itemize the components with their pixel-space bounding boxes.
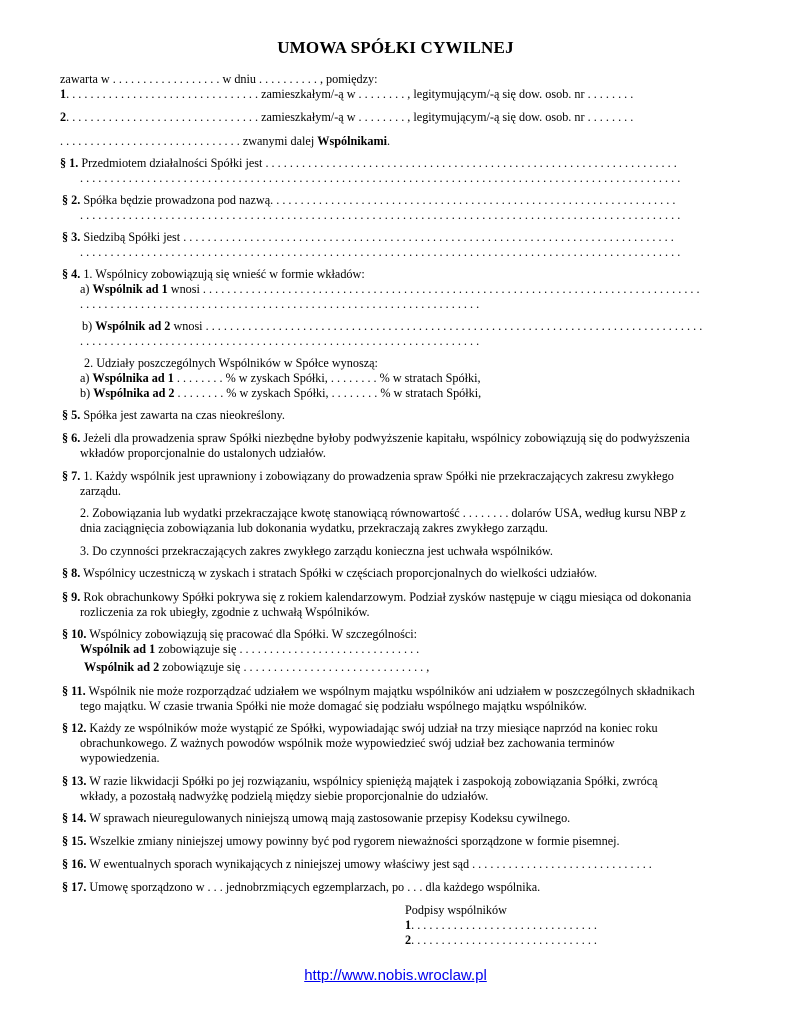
text: wnosi . . . . . . . . . . . . . . . . . . . . . . . . . . . . . . . . . . . . . . . . . . . . . . . . . . . . . . . . . . . . . . . . . . . . . . . . . . . . . . . . . .	[167, 282, 700, 296]
bold-text: § 16.	[62, 857, 87, 871]
bold-text: Wspólnika ad 2	[93, 386, 175, 400]
bold-text: § 6.	[62, 431, 81, 445]
text: Jeżeli dla prowadzenia spraw Spółki niezbędne byłoby podwyższenie kapitału, wspólnicy zobowiązują się do podwyższenia	[80, 431, 690, 445]
text: b)	[80, 386, 94, 400]
document-line	[80, 245, 680, 259]
document-line	[80, 334, 479, 348]
text: b)	[82, 319, 96, 333]
document-line	[82, 319, 702, 333]
text: . . . . . . . . . . . . . . . . . . . . . . . . . . . . . . . . . . . . . . . . . . . . . . . . . . . . . . . . . . . . . . . . . .	[80, 297, 480, 311]
bold-text: § 9.	[62, 590, 81, 604]
text: Każdy ze wspólników może wystąpić ze Spółki, wypowiadając swój udział na trzy miesiące naprzód na koniec roku	[86, 721, 658, 735]
text: zarządu.	[80, 484, 121, 498]
text: W ewentualnych sporach wynikających z niniejszej umowy właściwy jest sąd . . . . . . . . . . . . . . . . . . . . . . . . . . . . . .	[86, 857, 652, 871]
document-line	[62, 857, 652, 871]
text: Wspólnicy zobowiązują się pracować dla Spółki. W szczególności:	[86, 627, 418, 641]
bold-text: § 8.	[62, 566, 81, 580]
text: Wspólnik nie może rozporządzać udziałem we wspólnym majątku wspólników ani udziałem w poszczególnych składnikach	[85, 684, 695, 698]
text: Wspólnicy uczestniczą w zyskach i stratach Spółki w częściach proporcjonalnych do wielkości udziałów.	[80, 566, 598, 580]
bold-text: § 17.	[62, 880, 87, 894]
text: 3. Do czynności przekraczających zakres zwykłego zarządu konieczna jest uchwała wspólników.	[80, 544, 553, 558]
text: 1. Każdy wspólnik jest uprawniony i zobowiązany do prowadzenia spraw Spółki nie przekraczających zakresu zwykłego	[80, 469, 674, 483]
text: W razie likwidacji Spółki po jej rozwiązaniu, wspólnicy spieniężą majątek i zaspokoją zobowiązania Spółki, zwrócą	[86, 774, 658, 788]
document-line	[80, 208, 680, 222]
bold-text: § 5.	[62, 408, 81, 422]
document-line	[62, 431, 690, 445]
bold-text: § 1.	[60, 156, 79, 170]
document-line	[405, 903, 507, 917]
text: Umowę sporządzono w . . . jednobrzmiących egzemplarzach, po . . . dla każdego wspólnika.	[86, 880, 541, 894]
document-line	[80, 751, 160, 765]
bold-text: Wspólnikami	[317, 134, 388, 148]
text: . . . . . . . . . . . . . . . . . . . . . . . . . . . . . . . . . . . . . . . . . . . . . . . . . . . . . . . . . . . . . . . . . .	[80, 334, 480, 348]
document-line	[80, 282, 700, 296]
text: a)	[80, 371, 93, 385]
text: Przedmiotem działalności Spółki jest . . . . . . . . . . . . . . . . . . . . . . . . . . . . . . . . . . . . . . . . . . . . . . . . . . . . . . . . . . . . . . . . . . . .	[78, 156, 677, 170]
document-line	[62, 566, 597, 580]
document-line	[80, 736, 615, 750]
text: . . . . . . . . . . . . . . . . . . . . . . . . . . . . . . zwanymi dalej	[60, 134, 318, 148]
text: . . . . . . . . % w zyskach Spółki, . . . . . . . . % w stratach Spółki,	[173, 371, 481, 385]
text: obrachunkowego. Z ważnych powodów wspólnik może wypowiedzieć swój udział bez zachowania terminów	[80, 736, 615, 750]
text: zobowiązuje się . . . . . . . . . . . . . . . . . . . . . . . . . . . . . . ,	[159, 660, 430, 674]
document-line	[80, 386, 481, 400]
document-line	[80, 506, 686, 520]
document-line	[62, 408, 285, 422]
bold-text: § 10.	[62, 627, 87, 641]
document-line	[80, 446, 326, 460]
text: zobowiązuje się . . . . . . . . . . . . . . . . . . . . . . . . . . . . . .	[155, 642, 420, 656]
document-line	[80, 297, 479, 311]
text: .	[387, 134, 391, 148]
text: dnia zaciągnięcia zobowiązania lub dokonania wydatku, przekraczają zakres zwykłego zarządu.	[80, 521, 548, 535]
text: zawarta w . . . . . . . . . . . . . . . . . . w dniu . . . . . . . . . . , pomiędzy:	[60, 72, 378, 86]
bold-text: § 3.	[62, 230, 81, 244]
text: . . . . . . . . . . . . . . . . . . . . . . . . . . . . . . . . . . . . . . . . . . . . . . . . . . . . . . . . . . . . . . . . . . . . . . . . . . . . . . . . . . . . . . . . . . . . . . . . . . .	[80, 208, 681, 222]
bold-text: § 12.	[62, 721, 87, 735]
bold-text: Wspólnika ad 1	[92, 371, 174, 385]
text: . . . . . . . . . . . . . . . . . . . . . . . . . . . . . . .	[411, 918, 597, 932]
text: Spółka jest zawarta na czas nieokreślony.	[80, 408, 285, 422]
text: Spółka będzie prowadzona pod nazwą. . . . . . . . . . . . . . . . . . . . . . . . . . . . . . . . . . . . . . . . . . . . . . . . . . . . . . . . . . . . . . . . . . .	[80, 193, 676, 207]
document-line	[62, 834, 620, 848]
text: Podpisy wspólników	[405, 903, 507, 917]
bold-text: § 11.	[62, 684, 86, 698]
text: . . . . . . . . . . . . . . . . . . . . . . . . . . . . . . .	[411, 933, 597, 947]
bold-text: 2	[405, 933, 412, 947]
text: wnosi . . . . . . . . . . . . . . . . . . . . . . . . . . . . . . . . . . . . . . . . . . . . . . . . . . . . . . . . . . . . . . . . . . . . . . . . . . . . . . . . . .	[170, 319, 703, 333]
text: rozliczenia za rok ubiegły, zgodnie z uchwałą Wspólników.	[80, 605, 370, 619]
text: 2. Zobowiązania lub wydatki przekraczające kwotę stanowiącą równowartość . . . . . . . . dolarów USA, według kursu NBP z	[80, 506, 686, 520]
document-line	[62, 880, 540, 894]
document-line	[62, 774, 658, 788]
document-line	[62, 193, 675, 207]
text: a)	[80, 282, 93, 296]
bold-text: § 14.	[62, 811, 87, 825]
document-line	[80, 171, 680, 185]
document-line	[80, 605, 370, 619]
document-line	[62, 230, 674, 244]
document-line	[62, 267, 365, 281]
document-line	[80, 484, 121, 498]
document-line	[60, 134, 390, 148]
text: wkłady, a pozostałą nadwyżkę podzielą między siebie proporcjonalnie do udziałów.	[80, 789, 489, 803]
text: Rok obrachunkowy Spółki pokrywa się z rokiem kalendarzowym. Podział zysków następuje w ciągu miesiąca od dokonania	[80, 590, 692, 604]
document-line	[80, 642, 419, 656]
document-line	[84, 356, 378, 370]
footer-link[interactable]: http://www.nobis.wroclaw.pl	[304, 967, 487, 984]
bold-text: Wspólnik ad 2	[95, 319, 171, 333]
text: W sprawach nieuregulowanych niniejszą umową mają zastosowanie przepisy Kodeksu cywilnego.	[86, 811, 571, 825]
document-line	[60, 156, 677, 170]
text: Siedzibą Spółki jest . . . . . . . . . . . . . . . . . . . . . . . . . . . . . . . . . . . . . . . . . . . . . . . . . . . . . . . . . . . . . . . . . . . . . . . . . . . . . . . . .	[80, 230, 674, 244]
document-line	[80, 699, 587, 713]
bold-text: Wspólnik ad 1	[92, 282, 168, 296]
text: . . . . . . . . . . . . . . . . . . . . . . . . . . . . . . . . zamieszkałym/-ą w . . . . . . . . , legitymującym/-ą się dow. osob. nr . . . . . . . .	[66, 87, 634, 101]
text: . . . . . . . . . . . . . . . . . . . . . . . . . . . . . . . . . . . . . . . . . . . . . . . . . . . . . . . . . . . . . . . . . . . . . . . . . . . . . . . . . . . . . . . . . . . . . . . . . . .	[80, 245, 681, 259]
document-line	[84, 660, 429, 674]
text: wkładów proporcjonalnie do ustalonych udziałów.	[80, 446, 326, 460]
text: tego majątku. W czasie trwania Spółki nie może domagać się podziału wspólnego majątku wspólników.	[80, 699, 587, 713]
document-line	[60, 110, 633, 124]
bold-text: § 7.	[62, 469, 81, 483]
bold-text: § 15.	[62, 834, 87, 848]
document-line	[405, 933, 597, 947]
document-line	[60, 87, 633, 101]
text: . . . . . . . . . . . . . . . . . . . . . . . . . . . . . . . . . . . . . . . . . . . . . . . . . . . . . . . . . . . . . . . . . . . . . . . . . . . . . . . . . . . . . . . . . . . . . . . . . . .	[80, 171, 681, 185]
bold-text: § 4.	[62, 267, 81, 281]
text: 2. Udziały poszczególnych Wspólników w Spółce wynoszą:	[84, 356, 378, 370]
text: wypowiedzenia.	[80, 751, 160, 765]
bold-text: § 2.	[62, 193, 81, 207]
document-line	[62, 721, 658, 735]
document-line	[62, 469, 674, 483]
text: Wszelkie zmiany niniejszej umowy powinny być pod rygorem nieważności sporządzone w formie pisemnej.	[86, 834, 620, 848]
document-line	[80, 371, 481, 385]
bold-text: 1	[405, 918, 412, 932]
document-line	[62, 684, 695, 698]
bold-text: § 13.	[62, 774, 87, 788]
text: 1. Wspólnicy zobowiązują się wnieść w formie wkładów:	[80, 267, 365, 281]
document-line	[62, 627, 417, 641]
document-line	[62, 811, 570, 825]
document-line	[80, 521, 548, 535]
bold-text: Wspólnik ad 2	[84, 660, 160, 674]
document-line	[80, 544, 553, 558]
text: . . . . . . . . . . . . . . . . . . . . . . . . . . . . . . . . zamieszkałym/-ą w . . . . . . . . , legitymującym/-ą się dow. osob. nr . . . . . . . .	[66, 110, 634, 124]
document-line	[62, 590, 691, 604]
text: . . . . . . . . % w zyskach Spółki, . . . . . . . . % w stratach Spółki,	[174, 386, 482, 400]
bold-text: 1	[60, 87, 67, 101]
document-title: UMOWA SPÓŁKI CYWILNEJ	[277, 38, 514, 57]
document-line	[405, 918, 597, 932]
bold-text: 2	[60, 110, 67, 124]
bold-text: Wspólnik ad 1	[80, 642, 156, 656]
document-line	[60, 72, 378, 86]
document-line	[80, 789, 488, 803]
